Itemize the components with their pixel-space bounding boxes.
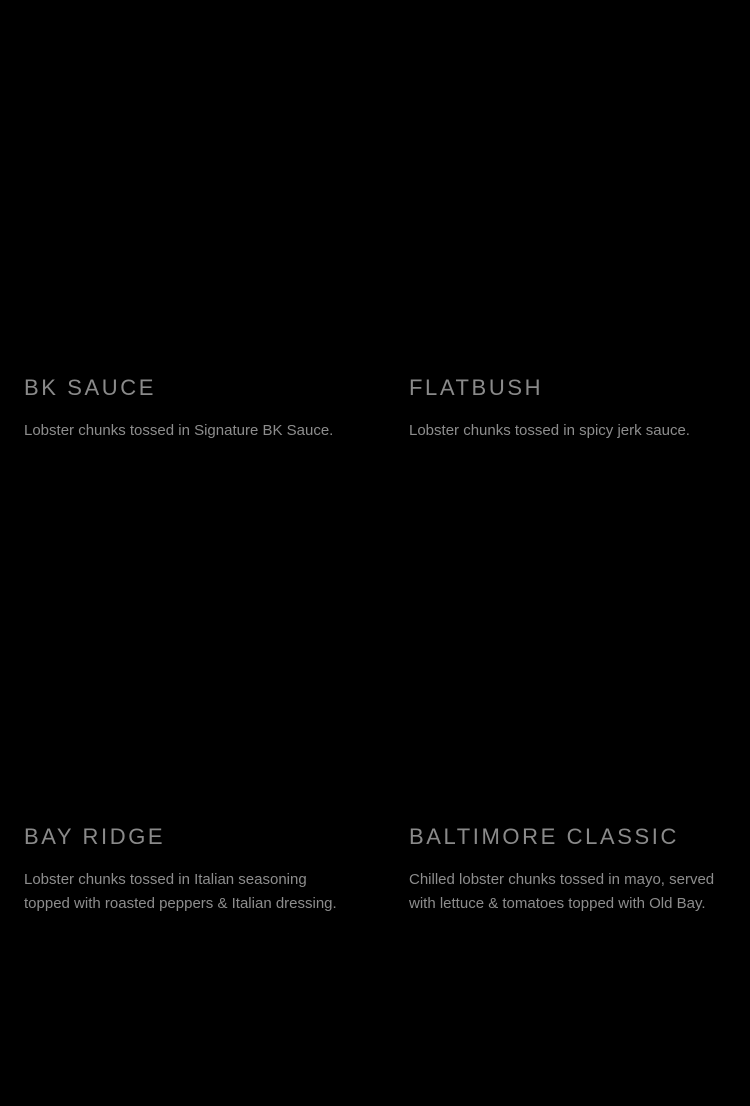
menu-item-title: BAY RIDGE [24,824,166,849]
menu-item-image-baltimore-classic [409,480,749,810]
menu-item-image-flatbush [409,30,749,360]
menu-item-title: BK SAUCE [24,375,157,400]
menu-item-title: FLATBUSH [409,375,544,400]
menu-item-description: Chilled lobster chunks tossed in mayo, served with lettuce & tomatoes topped with Old Bay. [409,871,715,912]
menu-item-description: Lobster chunks tossed in spicy jerk sauce. [409,422,690,439]
menu-item-description: Lobster chunks tossed in Signature BK Sauce. [24,422,334,439]
menu-item-image-bk-sauce [24,30,364,360]
menu-item-description: Lobster chunks tossed in Italian seasoning topped with roasted peppers & Italian dressing. [24,871,337,912]
menu-item-title: BALTIMORE CLASSIC [409,824,679,849]
menu-item-image-bay-ridge [24,480,364,810]
